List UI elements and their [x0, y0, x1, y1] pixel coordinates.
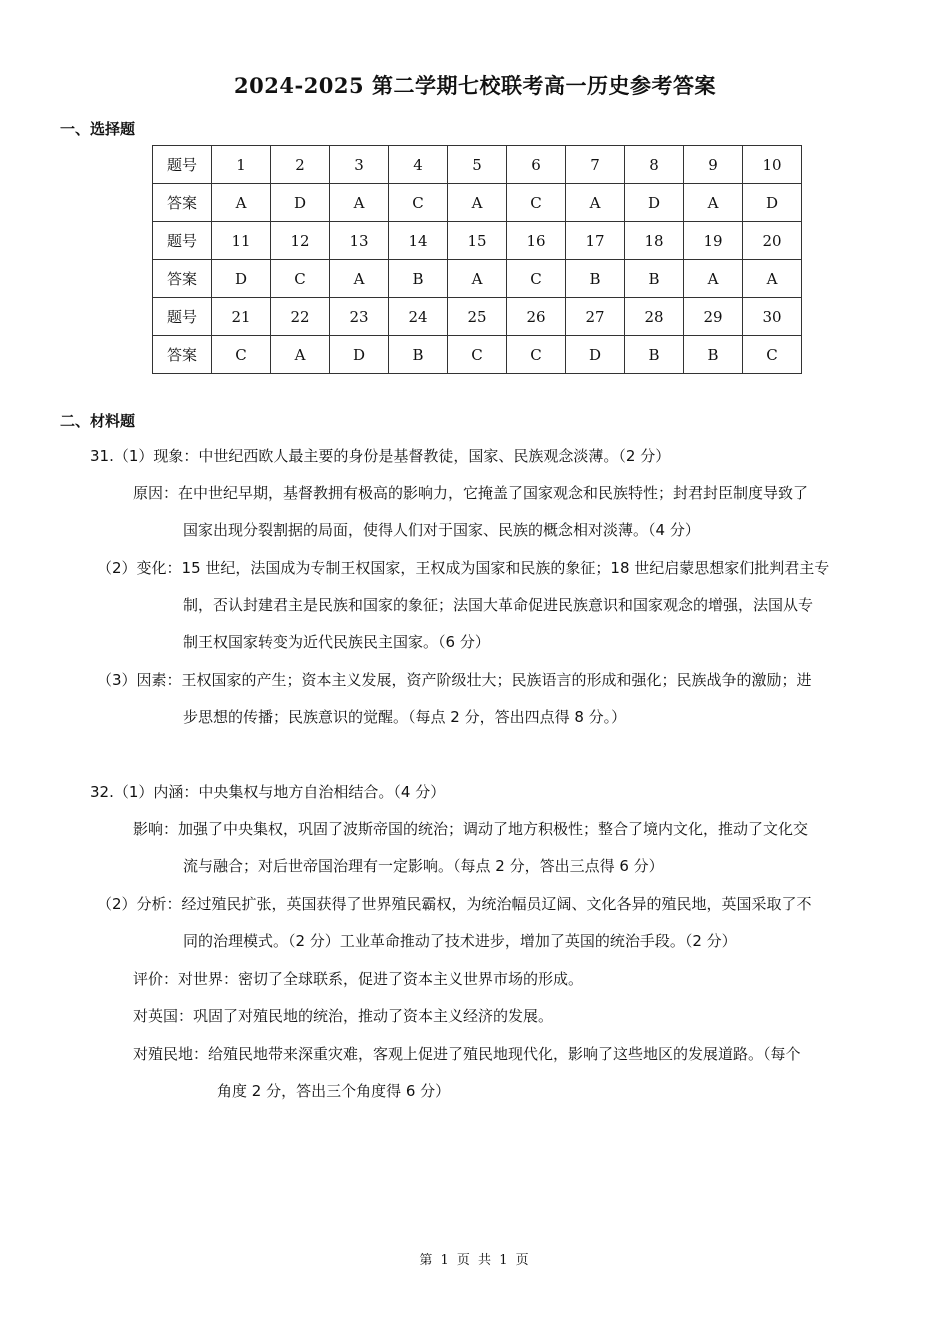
q32-evaluation-world: 评价：对世界：密切了全球联系，促进了资本主义世界市场的形成。 — [133, 970, 584, 988]
table-cell: 3 — [330, 146, 389, 184]
table-cell: 1 — [212, 146, 271, 184]
table-cell: A — [330, 184, 389, 222]
q31-part3-factors-cont: 步思想的传播；民族意识的觉醒。（每点 2 分，答出四点得 8 分。） — [183, 708, 627, 726]
table-row-header: 题号 — [153, 146, 212, 184]
table-cell: A — [448, 260, 507, 298]
table-cell: D — [625, 184, 684, 222]
q31-part1-reason: 原因：在中世纪早期，基督教拥有极高的影响力，它掩盖了国家观念和民族特性；封君封臣制度导致了 — [133, 484, 809, 502]
table-row — [153, 336, 802, 374]
q31-part3-factors: （3）因素：王权国家的产生；资本主义发展，资产阶级壮大；民族语言的形成和强化；民族战争的激励；进 — [97, 671, 812, 689]
table-cell: A — [684, 260, 743, 298]
table-cell: 25 — [448, 298, 507, 336]
table-cell: 10 — [743, 146, 802, 184]
table-cell: 26 — [507, 298, 566, 336]
table-cell: D — [271, 184, 330, 222]
table-cell: 18 — [625, 222, 684, 260]
table-cell: 21 — [212, 298, 271, 336]
table-cell: A — [566, 184, 625, 222]
q32-part2-analysis: （2）分析：经过殖民扩张，英国获得了世界殖民霸权，为统治幅员辽阔、文化各异的殖民地，英国采取了不 — [97, 895, 812, 913]
page-footer: 第 1 页 共 1 页 — [419, 1253, 531, 1268]
q32-evaluation-colonies: 对殖民地：给殖民地带来深重灾难，客观上促进了殖民地现代化，影响了这些地区的发展道路。（每个 — [133, 1045, 801, 1063]
table-cell: C — [389, 184, 448, 222]
table-cell: 12 — [271, 222, 330, 260]
table-cell: D — [566, 336, 625, 374]
q32-evaluation-britain: 对英国：巩固了对殖民地的统治，推动了资本主义经济的发展。 — [133, 1007, 554, 1025]
table-cell: 4 — [389, 146, 448, 184]
table-cell: 14 — [389, 222, 448, 260]
table-cell: C — [271, 260, 330, 298]
table-cell: 19 — [684, 222, 743, 260]
table-cell: B — [625, 260, 684, 298]
table-cell: 27 — [566, 298, 625, 336]
section-heading-choice: 一、选择题 — [60, 120, 136, 138]
table-cell: A — [330, 260, 389, 298]
table-row — [153, 260, 802, 298]
q32-part1-impact-cont: 流与融合；对后世帝国治理有一定影响。（每点 2 分，答出三点得 6 分） — [183, 857, 664, 875]
table-cell: C — [507, 184, 566, 222]
table-cell: C — [507, 336, 566, 374]
page-title: 2024-2025 第二学期七校联考高一历史参考答案 — [234, 73, 716, 98]
table-cell: A — [448, 184, 507, 222]
table-cell: 11 — [212, 222, 271, 260]
table-cell: 2 — [271, 146, 330, 184]
q32-part1-meaning: 32.（1）内涵：中央集权与地方自治相结合。（4 分） — [90, 783, 446, 801]
q31-part2-change-cont2: 制王权国家转变为近代民族民主国家。（6 分） — [183, 633, 490, 651]
table-cell: 8 — [625, 146, 684, 184]
table-cell: C — [507, 260, 566, 298]
table-cell: 9 — [684, 146, 743, 184]
table-cell: D — [330, 336, 389, 374]
q31-part1-phenomenon: 31.（1）现象：中世纪西欧人最主要的身份是基督教徒，国家、民族观念淡薄。（2 分） — [90, 447, 671, 465]
table-cell: 22 — [271, 298, 330, 336]
table-row — [153, 146, 802, 184]
table-cell: D — [743, 184, 802, 222]
answer-table — [152, 145, 802, 374]
table-cell: A — [212, 184, 271, 222]
table-cell: 16 — [507, 222, 566, 260]
table-cell: A — [271, 336, 330, 374]
table-row-header: 题号 — [153, 298, 212, 336]
table-cell: 29 — [684, 298, 743, 336]
table-cell: 28 — [625, 298, 684, 336]
table-cell: 15 — [448, 222, 507, 260]
table-cell: 30 — [743, 298, 802, 336]
table-cell: 6 — [507, 146, 566, 184]
q31-part1-reason-cont: 国家出现分裂割据的局面，使得人们对于国家、民族的概念相对淡薄。（4 分） — [183, 521, 700, 539]
q31-part2-change: （2）变化：15 世纪，法国成为专制王权国家，王权成为国家和民族的象征；18 世纪启蒙思想家们批判君主专 — [97, 559, 830, 577]
table-cell: C — [448, 336, 507, 374]
table-cell: 20 — [743, 222, 802, 260]
q32-part1-impact: 影响：加强了中央集权，巩固了波斯帝国的统治；调动了地方积极性；整合了境内文化，推动了文化交 — [133, 820, 809, 838]
table-cell: 23 — [330, 298, 389, 336]
section-heading-material: 二、材料题 — [60, 412, 136, 430]
table-cell: B — [389, 260, 448, 298]
table-cell: B — [684, 336, 743, 374]
q32-evaluation-colonies-cont: 角度 2 分，答出三个角度得 6 分） — [217, 1082, 451, 1100]
table-row — [153, 222, 802, 260]
table-cell: 13 — [330, 222, 389, 260]
table-row-header: 题号 — [153, 222, 212, 260]
table-row-header: 答案 — [153, 260, 212, 298]
table-cell: C — [212, 336, 271, 374]
table-cell: D — [212, 260, 271, 298]
table-cell: 17 — [566, 222, 625, 260]
table-cell: A — [743, 260, 802, 298]
table-row — [153, 184, 802, 222]
q31-part2-change-cont1: 制，否认封建君主是民族和国家的象征；法国大革命促进民族意识和国家观念的增强，法国从专 — [183, 596, 814, 614]
table-cell: C — [743, 336, 802, 374]
table-cell: 24 — [389, 298, 448, 336]
q32-part2-analysis-cont: 同的治理模式。（2 分）工业革命推动了技术进步，增加了英国的统治手段。（2 分） — [183, 932, 737, 950]
table-row-header: 答案 — [153, 336, 212, 374]
table-cell: B — [389, 336, 448, 374]
table-row — [153, 298, 802, 336]
table-cell: B — [566, 260, 625, 298]
table-cell: 5 — [448, 146, 507, 184]
table-row-header: 答案 — [153, 184, 212, 222]
table-cell: A — [684, 184, 743, 222]
table-cell: B — [625, 336, 684, 374]
table-cell: 7 — [566, 146, 625, 184]
